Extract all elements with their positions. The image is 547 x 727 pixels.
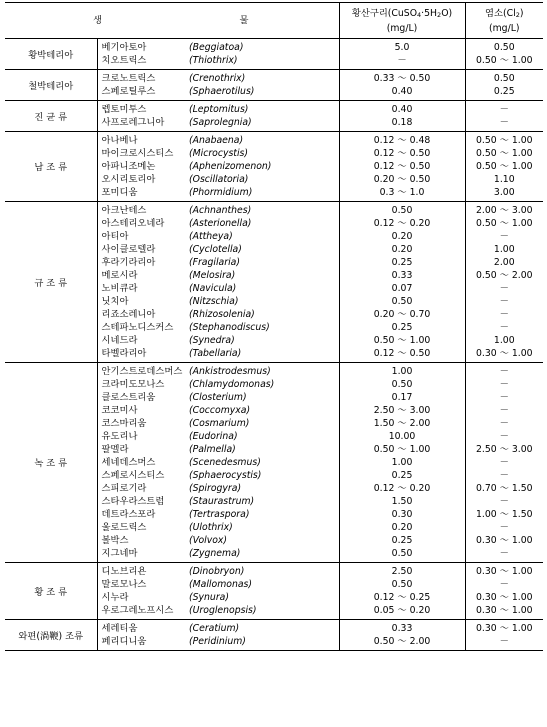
- chlorine-value: －: [465, 417, 543, 430]
- organism-scientific-name: (Synedra): [189, 335, 235, 346]
- copper-sulfate-value: 0.50: [339, 547, 465, 563]
- chlorine-value: －: [465, 295, 543, 308]
- organism-scientific-name: (Aphenizomenon): [189, 161, 272, 172]
- chlorine-value: 0.50: [465, 70, 543, 86]
- organism-korean-name: 닛치아: [101, 296, 129, 307]
- organism-scientific-name: (Stephanodiscus): [189, 322, 270, 333]
- chlorine-value: 0.50 ～ 2.00: [465, 269, 543, 282]
- organism-scientific-name: (Scenedesmus): [189, 457, 261, 468]
- organism-korean-name: 세네데스머스: [101, 457, 156, 468]
- organism-korean-name: 시누라: [101, 592, 129, 603]
- organism-scientific-name: (Asterionella): [189, 218, 252, 229]
- copper-sulfate-value: 0.50: [339, 295, 465, 308]
- organism-scientific-name: (Rhizosolenia): [189, 309, 255, 320]
- chlorine-value: 0.30 ～ 1.00: [465, 620, 543, 636]
- organism-scientific-name: (Oscillatoria): [189, 174, 249, 185]
- copper-sulfate-value: 10.00: [339, 430, 465, 443]
- organism-korean-name: 코코미사: [101, 405, 138, 416]
- copper-sulfate-value: 0.25: [339, 469, 465, 482]
- chlorine-value: －: [465, 430, 543, 443]
- chlorine-value: 0.30 ～ 1.00: [465, 591, 543, 604]
- organism-scientific-name: (Attheya): [189, 231, 233, 242]
- group-name: 진 균 류: [5, 101, 97, 132]
- organism-korean-name: 아나베나: [97, 132, 189, 148]
- chlorine-value: －: [465, 521, 543, 534]
- chlorine-value: －: [465, 282, 543, 295]
- copper-sulfate-value: 0.40: [339, 101, 465, 117]
- copper-sulfate-value: 0.12 ～ 0.25: [339, 591, 465, 604]
- organism-korean-name: 리죠소레니아: [101, 309, 156, 320]
- copper-sulfate-value: 0.50 ～ 1.00: [339, 443, 465, 456]
- copper-sulfate-value: 0.33 ～ 0.50: [339, 70, 465, 86]
- copper-sulfate-value: 0.12 ～ 0.50: [339, 147, 465, 160]
- organism-scientific-name: (Uroglenopsis): [189, 605, 257, 616]
- organism-scientific-name: (Chlamydomonas): [189, 379, 275, 390]
- table-row: [5, 563, 543, 579]
- organism-scientific-name: (Leptomitus): [189, 101, 339, 117]
- chlorine-value: 2.00: [465, 256, 543, 269]
- chlorine-value: －: [465, 404, 543, 417]
- copper-sulfate-value: 0.12 ～ 0.20: [339, 482, 465, 495]
- chlorine-value: －: [465, 378, 543, 391]
- organism-scientific-name: (Thiothrix): [189, 55, 238, 66]
- chlorine-value: 1.00: [465, 334, 543, 347]
- chlorine-value: －: [465, 101, 543, 117]
- header-organism-label: 생 물: [92, 15, 251, 26]
- chlorine-value: －: [465, 116, 543, 132]
- organism-korean-name: 세레티움: [97, 620, 189, 636]
- copper-sulfate-value: 1.50: [339, 495, 465, 508]
- toxicity-table: [5, 2, 543, 651]
- header-chlorine: [465, 3, 543, 39]
- chlorine-value: －: [465, 321, 543, 334]
- organism-scientific-name: (Spirogyra): [189, 483, 242, 494]
- organism-scientific-name: (Achnanthes): [189, 202, 339, 218]
- organism-scientific-name: (Sphaerotilus): [189, 86, 255, 97]
- organism-korean-name: 우로그레노프시스: [101, 605, 174, 616]
- header-chlorine-formula: 염소(Cl2): [485, 7, 524, 19]
- organism-korean-name: 스페로시스티스: [101, 470, 165, 481]
- organism-korean-name: 노비큐라: [101, 283, 138, 294]
- organism-scientific-name: (Sphaerocystis): [189, 470, 262, 481]
- copper-sulfate-value: 0.33: [339, 269, 465, 282]
- organism-scientific-name: (Ankistrodesmus): [189, 363, 339, 379]
- organism-korean-name: 후라기라리아: [101, 257, 156, 268]
- copper-sulfate-value: 0.33: [339, 620, 465, 636]
- copper-sulfate-value: 0.12 ～ 0.50: [339, 347, 465, 363]
- copper-sulfate-value: 5.0: [339, 39, 465, 55]
- copper-sulfate-value: 0.12 ～ 0.20: [339, 217, 465, 230]
- copper-sulfate-value: 0.25: [339, 321, 465, 334]
- organism-scientific-name: (Tertraspora): [189, 509, 250, 520]
- copper-sulfate-value: 0.17: [339, 391, 465, 404]
- group-name: 철박테리아: [5, 70, 97, 101]
- copper-sulfate-value: 0.20: [339, 243, 465, 256]
- copper-sulfate-value: 0.50: [339, 578, 465, 591]
- organism-korean-name: 아스테리오네라: [101, 218, 165, 229]
- organism-scientific-name: (Synura): [189, 592, 229, 603]
- organism-scientific-name: (Closterium): [189, 392, 247, 403]
- copper-sulfate-value: 0.40: [339, 85, 465, 101]
- organism-korean-name: 마이크로시스티스: [101, 148, 174, 159]
- chlorine-value: 1.10: [465, 173, 543, 186]
- chlorine-value: －: [465, 469, 543, 482]
- organism-korean-name: 아파니조메논: [101, 161, 156, 172]
- organism-korean-name: 메로시라: [101, 270, 138, 281]
- chlorine-value: －: [465, 578, 543, 591]
- header-copper-sulfate-formula: 황산구리(CuSO4·5H2O): [351, 7, 453, 19]
- organism-korean-name: 시네드라: [101, 335, 138, 346]
- organism-scientific-name: (Phormidium): [189, 187, 253, 198]
- header-organism: [5, 3, 339, 39]
- group-name: 남 조 류: [5, 132, 97, 202]
- group-name: 황박테리아: [5, 39, 97, 70]
- organism-scientific-name: (Ceratium): [189, 620, 339, 636]
- copper-sulfate-value: 1.00: [339, 456, 465, 469]
- table-row: [5, 620, 543, 636]
- chlorine-value: 3.00: [465, 186, 543, 202]
- organism-scientific-name: (Saprolegnia): [189, 117, 252, 128]
- organism-korean-name: 베기아토아: [97, 39, 189, 55]
- chlorine-value: 0.25: [465, 85, 543, 101]
- organism-scientific-name: (Tabellaria): [189, 348, 242, 359]
- table-row: [5, 363, 543, 379]
- organism-scientific-name: (Mallomonas): [189, 579, 253, 590]
- chlorine-value: 0.50: [465, 39, 543, 55]
- header-copper-sulfate-unit: (mg/L): [386, 22, 418, 34]
- chlorine-value: －: [465, 230, 543, 243]
- organism-korean-name: 스테파노디스커스: [101, 322, 174, 333]
- copper-sulfate-value: 0.50: [339, 202, 465, 218]
- organism-scientific-name: (Navicula): [189, 283, 237, 294]
- organism-scientific-name: (Eudorina): [189, 431, 238, 442]
- organism-korean-name: 사프로레그니아: [101, 117, 165, 128]
- organism-korean-name: 오시리토리아: [101, 174, 156, 185]
- copper-sulfate-value: 0.05 ～ 0.20: [339, 604, 465, 620]
- organism-scientific-name: (Microcystis): [189, 148, 249, 159]
- chlorine-value: 1.00: [465, 243, 543, 256]
- table-body: [5, 39, 543, 651]
- organism-scientific-name: (Melosira): [189, 270, 236, 281]
- chlorine-value: 0.50 ～ 1.00: [465, 160, 543, 173]
- header-row: [5, 3, 543, 39]
- chlorine-value: 0.30 ～ 1.00: [465, 347, 543, 363]
- organism-korean-name: 유도리나: [101, 431, 138, 442]
- organism-scientific-name: (Ulothrix): [189, 522, 233, 533]
- chlorine-value: 0.70 ～ 1.50: [465, 482, 543, 495]
- table-row: [5, 70, 543, 86]
- copper-sulfate-value: 0.20: [339, 230, 465, 243]
- organism-korean-name: 스페로틸루스: [101, 86, 156, 97]
- chlorine-value: －: [465, 363, 543, 379]
- copper-sulfate-value: 2.50 ～ 3.00: [339, 404, 465, 417]
- copper-sulfate-value: 0.3 ～ 1.0: [339, 186, 465, 202]
- copper-sulfate-value: 2.50: [339, 563, 465, 579]
- chlorine-value: 0.30 ～ 1.00: [465, 534, 543, 547]
- table-row: [5, 202, 543, 218]
- group-name: 황 조 류: [5, 563, 97, 620]
- group-name: 녹 조 류: [5, 363, 97, 563]
- copper-sulfate-value: 0.18: [339, 116, 465, 132]
- organism-scientific-name: (Volvox): [189, 535, 228, 546]
- organism-scientific-name: (Crenothrix): [189, 70, 339, 86]
- copper-sulfate-value: 0.50: [339, 378, 465, 391]
- copper-sulfate-value: 0.20 ～ 0.70: [339, 308, 465, 321]
- chlorine-value: 2.00 ～ 3.00: [465, 202, 543, 218]
- organism-korean-name: 페리디니움: [97, 635, 189, 651]
- organism-korean-name: 말로모나스: [101, 579, 147, 590]
- organism-scientific-name: (Dinobryon): [189, 563, 339, 579]
- organism-korean-name: 렙토미투스: [97, 101, 189, 117]
- organism-korean-name: 지그네마: [101, 548, 138, 559]
- copper-sulfate-value: 0.30: [339, 508, 465, 521]
- table-row: [5, 101, 543, 117]
- organism-korean-name: 울로드릭스: [101, 522, 147, 533]
- organism-korean-name: 클로스트리움: [101, 392, 156, 403]
- chlorine-value: 2.50 ～ 3.00: [465, 443, 543, 456]
- header-chlorine-unit: (mg/L): [489, 22, 520, 34]
- copper-sulfate-value: 0.25: [339, 534, 465, 547]
- chlorine-value: 0.50 ～ 1.00: [465, 217, 543, 230]
- organism-scientific-name: (Anabaena): [189, 132, 339, 148]
- organism-korean-name: 사이클로텔라: [101, 244, 156, 255]
- copper-sulfate-value: 0.50 ～ 2.00: [339, 635, 465, 651]
- organism-scientific-name: (Cosmarium): [189, 418, 250, 429]
- organism-scientific-name: (Zygnema): [189, 548, 241, 559]
- copper-sulfate-value: 0.20 ～ 0.50: [339, 173, 465, 186]
- organism-korean-name: 아크난테스: [97, 202, 189, 218]
- copper-sulfate-value: 1.50 ～ 2.00: [339, 417, 465, 430]
- organism-korean-name: 크라미도모나스: [101, 379, 165, 390]
- organism-korean-name: 데트라스포라: [101, 509, 156, 520]
- organism-korean-name: 타벨라리아: [101, 348, 147, 359]
- copper-sulfate-value: 0.25: [339, 256, 465, 269]
- organism-scientific-name: (Fragilaria): [189, 257, 240, 268]
- chlorine-value: －: [465, 495, 543, 508]
- table-row: [5, 39, 543, 55]
- chlorine-value: －: [465, 635, 543, 651]
- organism-scientific-name: (Palmella): [189, 444, 236, 455]
- organism-korean-name: 포미디움: [101, 187, 138, 198]
- table-row: [5, 132, 543, 148]
- chlorine-value: －: [465, 456, 543, 469]
- group-name: 와편(渦鞭) 조류: [5, 620, 97, 651]
- organism-korean-name: 스피로기라: [101, 483, 147, 494]
- organism-scientific-name: (Nitzschia): [189, 296, 239, 307]
- organism-scientific-name: (Cyclotella): [189, 244, 242, 255]
- copper-sulfate-value: 0.12 ～ 0.50: [339, 160, 465, 173]
- organism-korean-name: 코스마리움: [101, 418, 147, 429]
- chlorine-value: －: [465, 308, 543, 321]
- chlorine-value: 1.00 ～ 1.50: [465, 508, 543, 521]
- copper-sulfate-value: 0.20: [339, 521, 465, 534]
- organism-scientific-name: (Beggiatoa): [189, 39, 339, 55]
- group-name: 규 조 류: [5, 202, 97, 363]
- organism-scientific-name: (Coccomyxa): [189, 405, 251, 416]
- copper-sulfate-value: －: [339, 54, 465, 70]
- copper-sulfate-value: 0.50 ～ 1.00: [339, 334, 465, 347]
- chlorine-value: 0.30 ～ 1.00: [465, 604, 543, 620]
- chlorine-value: 0.50 ～ 1.00: [465, 147, 543, 160]
- header-copper-sulfate: [339, 3, 465, 39]
- chlorine-value: 0.50 ～ 1.00: [465, 54, 543, 70]
- organism-scientific-name: (Peridinium): [189, 635, 339, 651]
- chlorine-value: －: [465, 547, 543, 563]
- chlorine-value: －: [465, 391, 543, 404]
- chlorine-value: 0.50 ～ 1.00: [465, 132, 543, 148]
- organism-korean-name: 아티아: [101, 231, 129, 242]
- copper-sulfate-value: 0.07: [339, 282, 465, 295]
- organism-korean-name: 치오트릭스: [101, 55, 147, 66]
- copper-sulfate-value: 0.12 ～ 0.48: [339, 132, 465, 148]
- organism-korean-name: 크로노트릭스: [97, 70, 189, 86]
- copper-sulfate-value: 1.00: [339, 363, 465, 379]
- organism-korean-name: 팔멜라: [101, 444, 129, 455]
- organism-korean-name: 디노브리욘: [97, 563, 189, 579]
- organism-korean-name: 볼박스: [101, 535, 129, 546]
- organism-scientific-name: (Staurastrum): [189, 496, 255, 507]
- chlorine-value: 0.30 ～ 1.00: [465, 563, 543, 579]
- organism-korean-name: 스타우라스트럼: [101, 496, 165, 507]
- organism-korean-name: 안기스트로데스머스: [97, 363, 189, 379]
